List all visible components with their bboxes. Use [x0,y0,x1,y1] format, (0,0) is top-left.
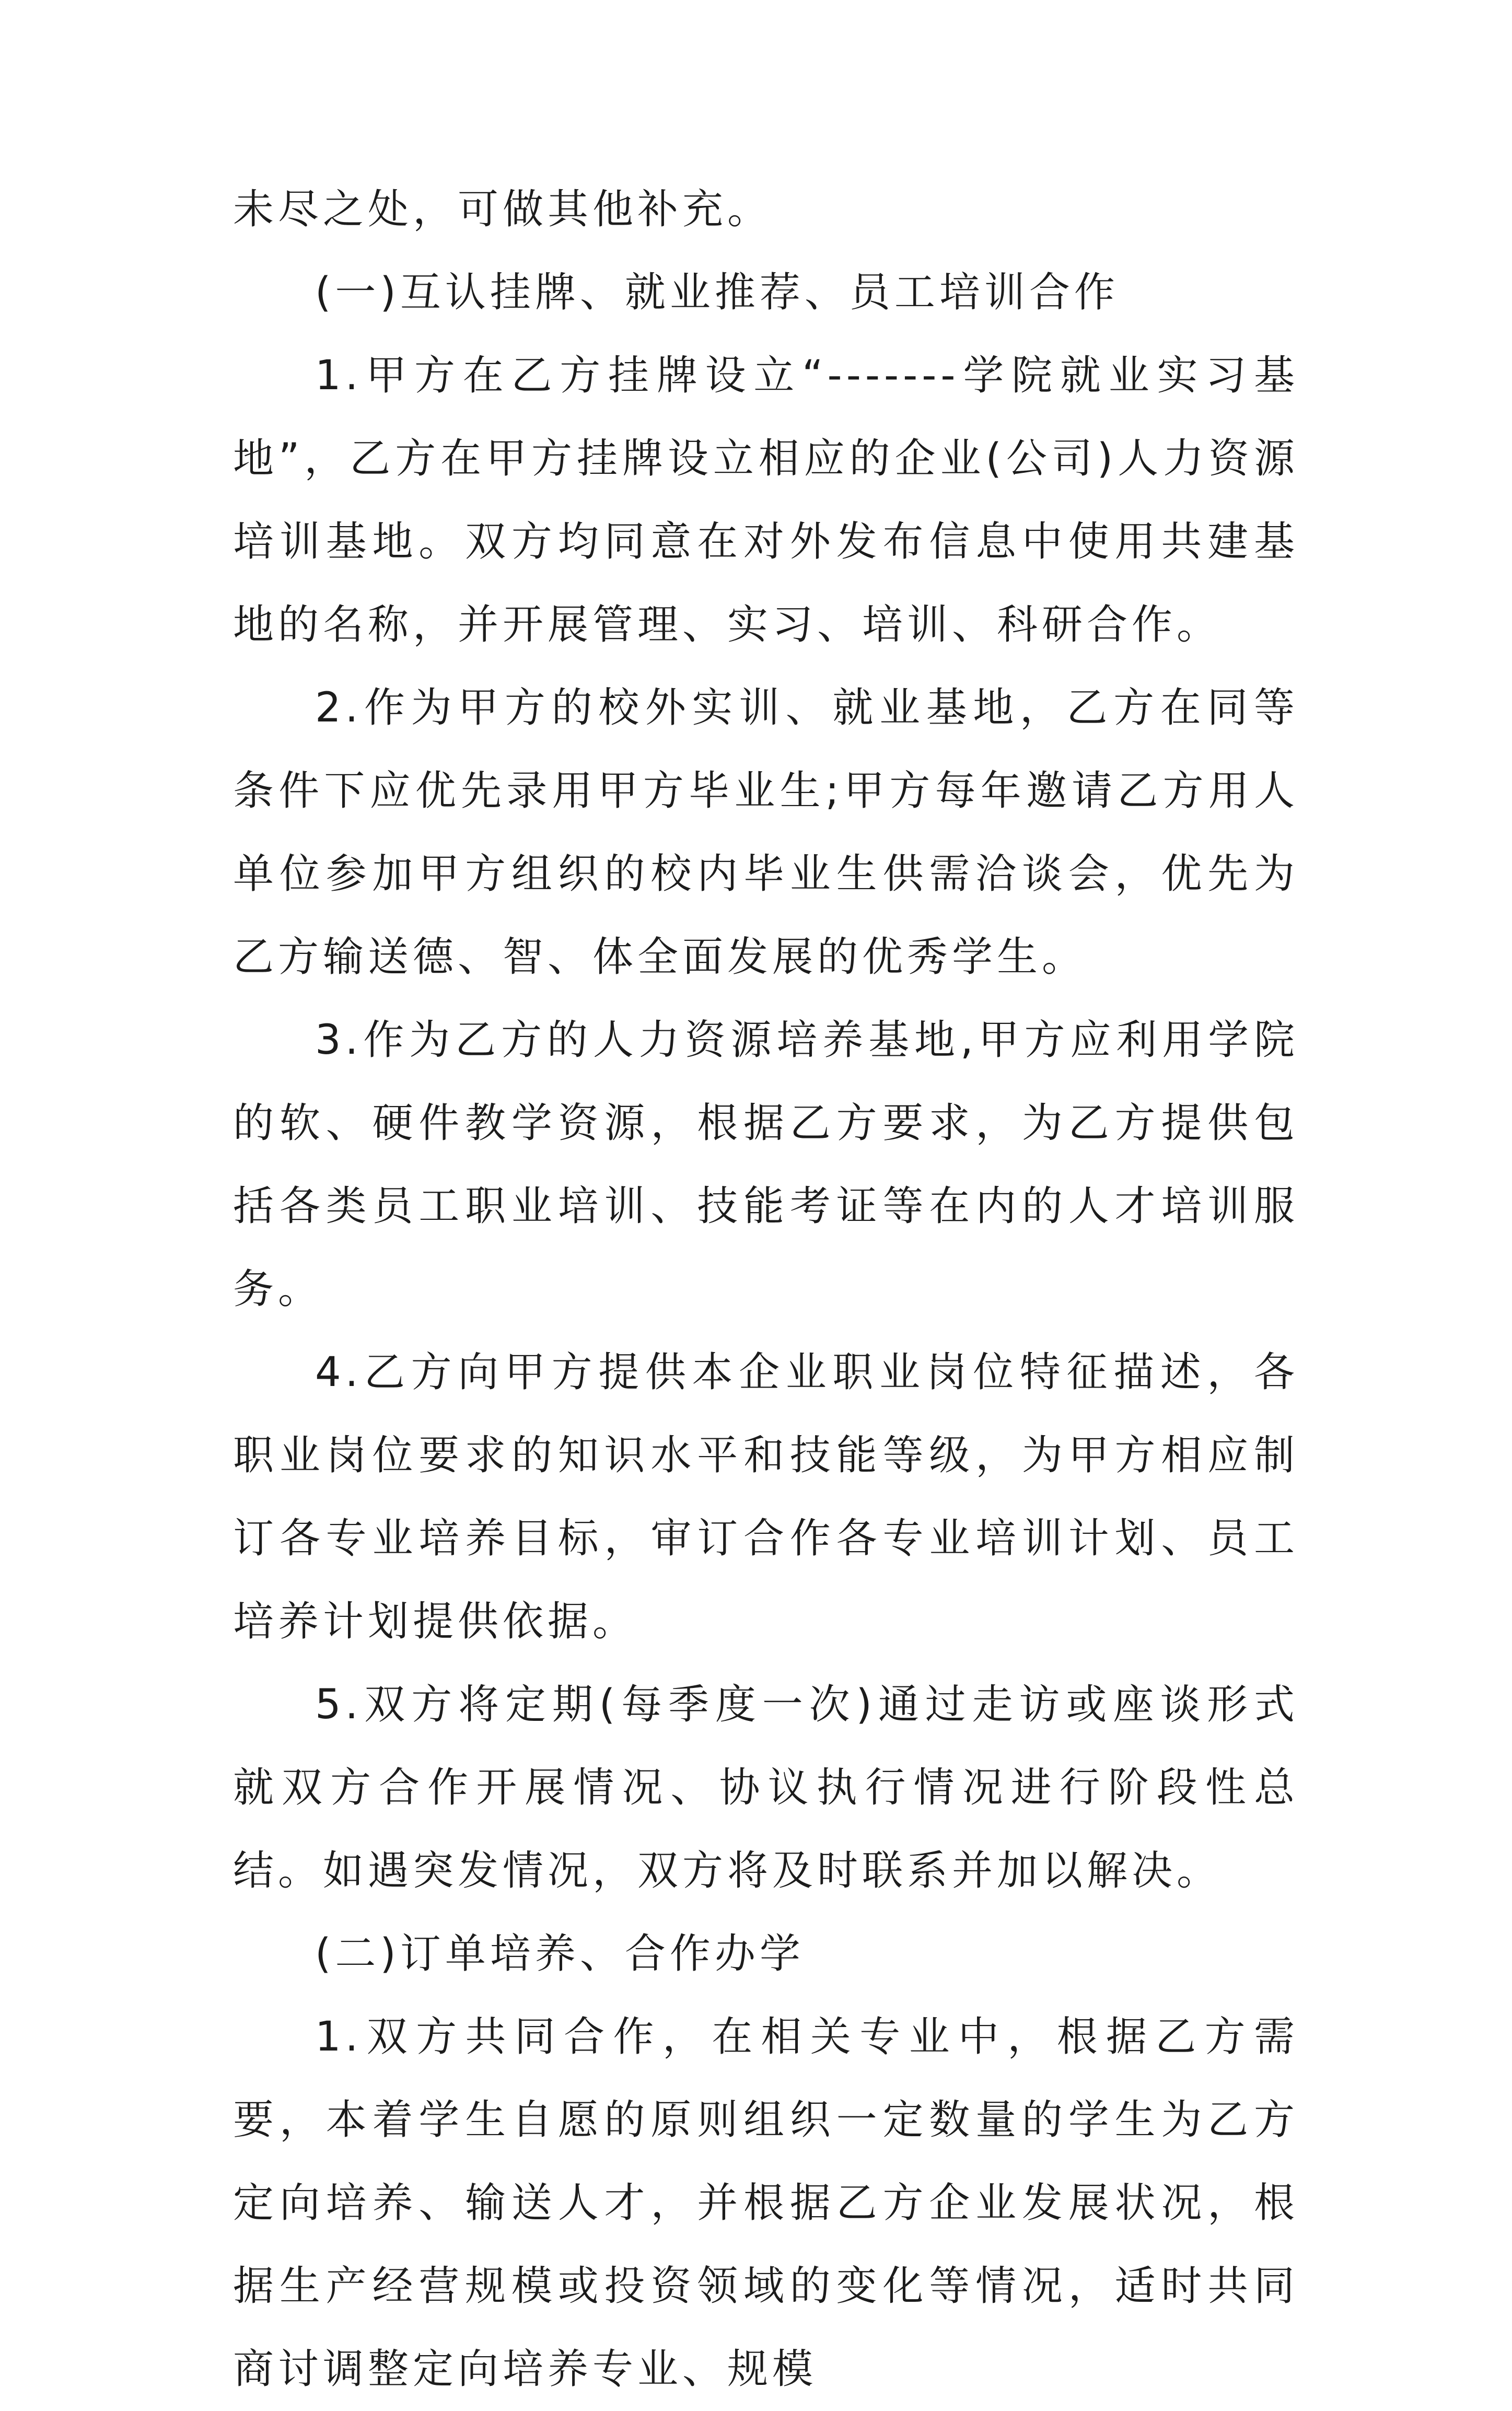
clause-1-2: 2.作为甲方的校外实训、就业基地，乙方在同等条件下应优先录用甲方毕业生;甲方每年邀请乙方用人单位参加甲方组织的校内毕业生供需洽谈会，优先为乙方输送德、智、体全面发展的优秀学生。 [233,684,1299,981]
section-heading-1: (一)互认挂牌、就业推荐、员工培训合作 [315,269,1119,316]
section-heading-2: (二)订单培养、合作办学 [315,1930,805,1977]
clause-1-3: 3.作为乙方的人力资源培养基地,甲方应利用学院的软、硬件教学资源，根据乙方要求，为乙方提供包括各类员工职业培训、技能考证等在内的人才培训服务。 [233,1017,1299,1313]
document-body [233,168,1299,2411]
paragraph-continuation: 未尽之处，可做其他补充。 [233,186,773,233]
clause-1-5: 5.双方将定期(每季度一次)通过走访或座谈形式就双方合作开展情况、协议执行情况进行阶段性总结。如遇突发情况，双方将及时联系并加以解决。 [233,1681,1299,1894]
clause-1-4: 4.乙方向甲方提供本企业职业岗位特征描述，各职业岗位要求的知识水平和技能等级，为甲方相应制订各专业培养目标，审订合作各专业培训计划、员工培养计划提供依据。 [233,1349,1299,1645]
clause-2-1: 1.双方共同合作，在相关专业中，根据乙方需要，本着学生自愿的原则组织一定数量的学生为乙方定向培养、输送人才，并根据乙方企业发展状况，根据生产经营规模或投资领域的变化等情况，适时共同商讨调整定向培养专业、规模 [233,2013,1299,2393]
clause-1-1: 1.甲方在乙方挂牌设立“-------学院就业实习基地”，乙方在甲方挂牌设立相应的企业(公司)人力资源培训基地。双方均同意在对外发布信息中使用共建基地的名称，并开展管理、实习、培训、科研合作。 [233,352,1299,648]
